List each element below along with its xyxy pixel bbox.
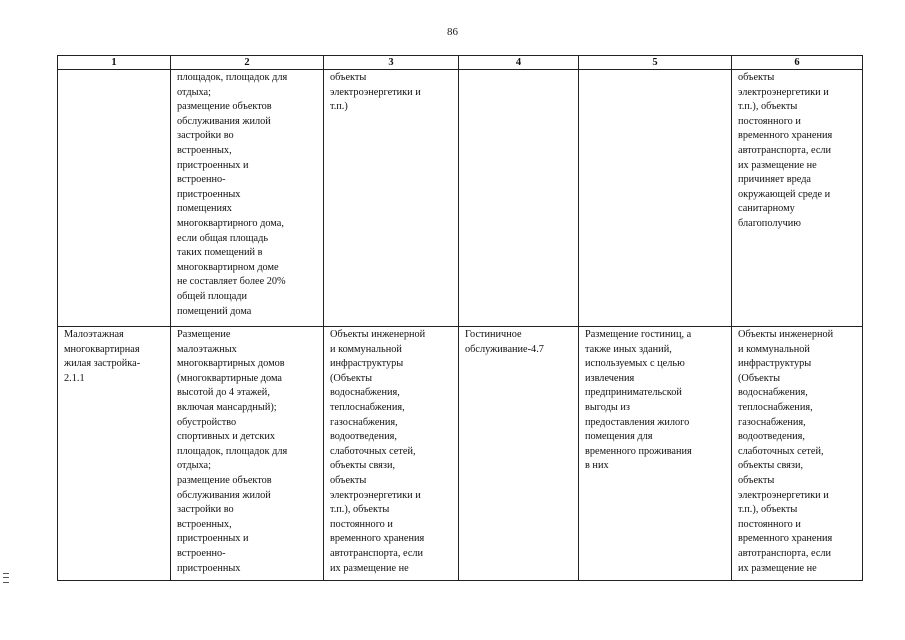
table-cell: площадок, площадок для отдыха; размещение объектов обслуживания жилой застройки во встроенных, пристроенных и встроенно- пристроенных помещениях многоквартирного дома, если общая площадь таких помещений в многоквартирном доме не составляет более 20% общей площади помещений дома (171, 70, 324, 327)
table-cell: Размещение гостиниц, а также иных зданий, используемых с целью извлечения предпринимательской выгоды из предоставления жилого помещения для временного проживания в них (579, 327, 732, 581)
column-header-6: 6 (732, 56, 863, 70)
page-number: 86 (447, 26, 458, 38)
margin-mark (3, 573, 9, 583)
table-cell: Малоэтажная многоквартирная жилая застройка- 2.1.1 (58, 327, 171, 581)
table-cell: Объекты инженерной и коммунальной инфраструктуры (Объекты водоснабжения, теплоснабжения, газоснабжения, водоотведения, слаботочных сетей, объекты связи, объекты электроэнергетики и т.п.), объекты постоянного и временного хранения автотранспорта, если их размещение не (324, 327, 459, 581)
table-cell: объекты электроэнергетики и т.п.) (324, 70, 459, 327)
table-row (58, 70, 863, 327)
table-row (58, 327, 863, 581)
table-cell: Объекты инженерной и коммунальной инфраструктуры (Объекты водоснабжения, теплоснабжения, газоснабжения, водоотведения, слаботочных сетей, объекты связи, объекты электроэнергетики и т.п.), объекты постоянного и временного хранения автотранспорта, если их размещение не (732, 327, 863, 581)
table-cell: объекты электроэнергетики и т.п.), объекты постоянного и временного хранения автотранспорта, если их размещение не причиняет вреда окружающей среде и санитарному благополучию (732, 70, 863, 327)
column-header-1: 1 (58, 56, 171, 70)
column-header-3: 3 (324, 56, 459, 70)
column-header-4: 4 (459, 56, 579, 70)
table-cell (58, 70, 171, 327)
land-use-table (57, 55, 863, 581)
column-header-2: 2 (171, 56, 324, 70)
header-row (58, 56, 863, 70)
table-cell (459, 70, 579, 327)
table-cell (579, 70, 732, 327)
column-header-5: 5 (579, 56, 732, 70)
table-cell: Размещение малоэтажных многоквартирных домов (многоквартирные дома высотой до 4 этажей, включая мансардный); обустройство спортивных и детских площадок, площадок для отдыха; размещение объектов обслуживания жилой застройки во встроенных, пристроенных и встроенно- пристроенных (171, 327, 324, 581)
table-cell: Гостиничное обслуживание-4.7 (459, 327, 579, 581)
